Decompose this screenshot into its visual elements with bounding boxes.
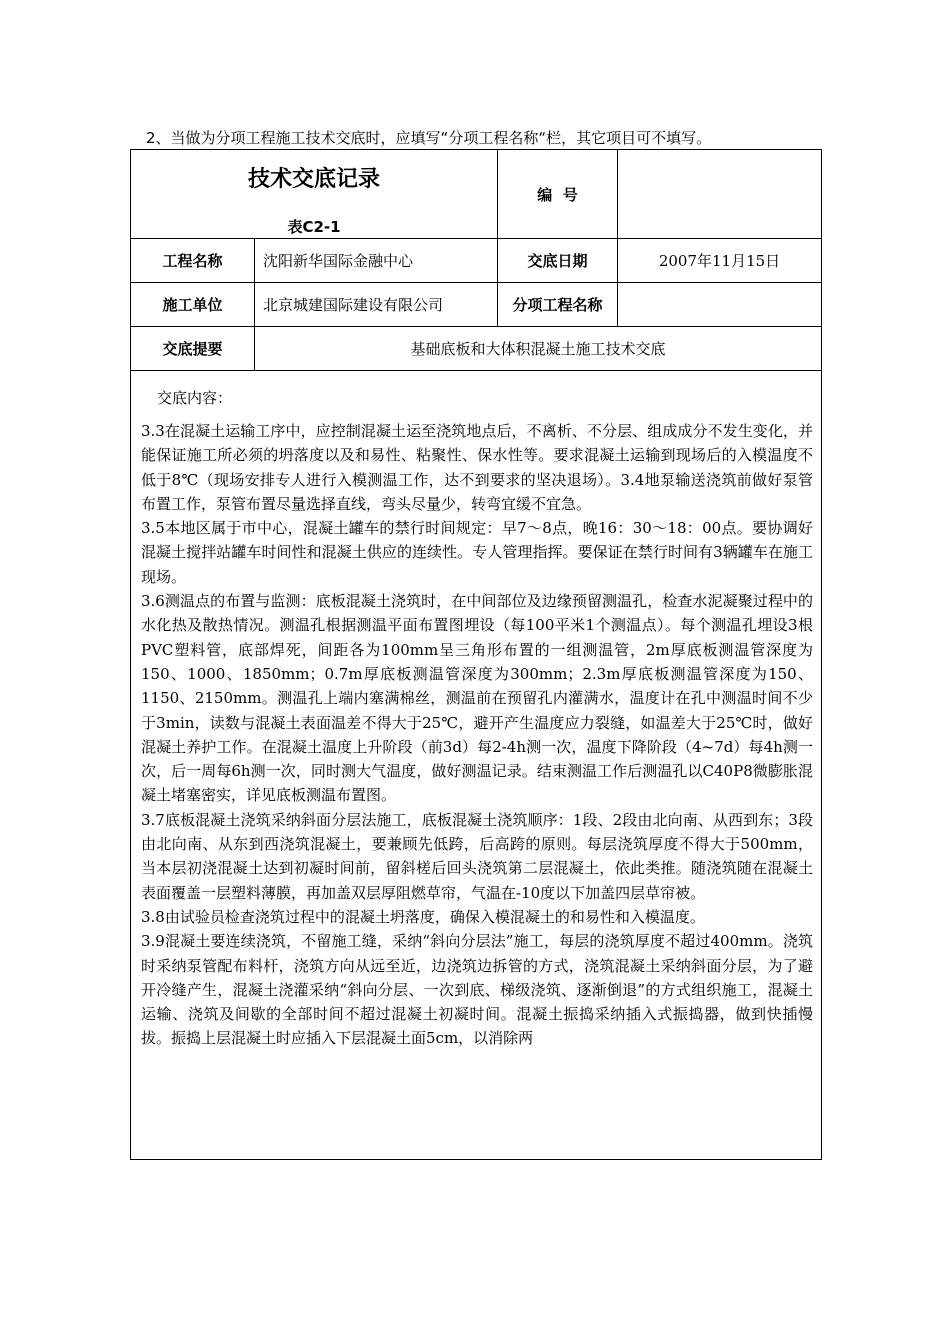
technical-disclosure-form	[130, 149, 822, 1160]
form-title: 技术交底记录	[247, 167, 380, 192]
date-label: 交底日期	[498, 239, 618, 283]
form-number: 表C2-1	[287, 218, 341, 236]
date-value: 2007年11月15日	[618, 239, 822, 283]
contractor-label: 施工单位	[131, 283, 255, 327]
summary-value: 基础底板和大体积混凝土施工技术交底	[255, 327, 822, 371]
project-name-label: 工程名称	[131, 239, 255, 283]
paragraph-3-3: 3.3在混凝土运输工序中，应控制混凝土运至浇筑地点后，不离析、不分层、组成成分不发生变化，并能保证施工所必须的坍落度以及和易性、粘聚性、保水性等。要求混凝土运输到现场后的入模温度不低于8℃（现场安排专人进行入模测温工作，达不到要求的坚决退场）。3.4地泵输送浇筑前做好泵管布置工作，泵管布置尽量选择直线，弯头尽量少，转弯宜缓不宜急。	[141, 422, 813, 513]
subproject-label: 分项工程名称	[498, 283, 618, 327]
contractor-value: 北京城建国际建设有限公司	[255, 283, 498, 327]
fill-instruction-note: 2、当做为分项工程施工技术交底时，应填写“分项工程名称“栏，其它项目可不填写。	[146, 129, 712, 147]
content-paragraphs	[141, 419, 813, 1051]
number-label: 编 号	[498, 150, 618, 239]
summary-label: 交底提要	[131, 327, 255, 371]
paragraph-3-8: 3.8由试验员检查浇筑过程中的混凝土坍落度，确保入模混凝土的和易性和入模温度。	[141, 907, 705, 926]
disclosure-content	[131, 371, 822, 1160]
paragraph-3-6: 3.6测温点的布置与监测：底板混凝土浇筑时，在中间部位及边缘预留测温孔，检查水泥凝聚过程中的水化热及散热情况。测温孔根据测温平面布置图埋设（每100平米1个测温点）。每个测温孔埋设3根PVC塑料管，底部焊死，间距各为100mm呈三角形布置的一组测温管，2m厚底板测温管深度为150、1000、1850mm；0.7m厚底板测温管深度为300mm；2.3m厚底板测温管深度为150、1150、2150mm。测温孔上端内塞满棉丝，测温前在预留孔内灌满水，温度计在孔中测温时间不少于3min，读数与混凝土表面温差不得大于25℃，避开产生温度应力裂缝，如温差大于25℃时，做好混凝土养护工作。在混凝土温度上升阶段（前3d）每2-4h测一次，温度下降阶段（4~7d）每4h测一次，后一周每6h测一次，同时测大气温度，做好测温记录。结束测温工作后测温孔以C40P8微膨胀混凝土堵塞密实，详见底板测温布置图。	[141, 592, 813, 805]
number-value	[618, 150, 822, 239]
content-title: 交底内容：	[157, 389, 233, 407]
form-header	[131, 150, 498, 239]
project-name-value: 沈阳新华国际金融中心	[255, 239, 498, 283]
paragraph-3-5: 3.5本地区属于市中心，混凝土罐车的禁行时间规定：早7～8点，晚16：30～18：00点。要协调好混凝土搅拌站罐车时间性和混凝土供应的连续性。专人管理指挥。要保证在禁行时间有3辆罐车在施工现场。	[141, 519, 813, 586]
subproject-value	[618, 283, 822, 327]
paragraph-3-7: 3.7底板混凝土浇筑采纳斜面分层法施工，底板混凝土浇筑顺序：1段、2段由北向南、从西到东；3段由北向南、从东到西浇筑混凝土，要兼顾先低跨，后高跨的原则。每层浇筑厚度不得大于500mm，当本层初浇混凝土达到初凝时间前，留斜槎后回头浇筑第二层混凝土，依此类推。随浇筑随在混凝土表面覆盖一层塑料薄膜，再加盖双层厚阻燃草帘，气温在-10度以下加盖四层草帘被。	[141, 810, 813, 902]
paragraph-3-9: 3.9混凝土要连续浇筑，不留施工缝，采纳“斜向分层法”施工，每层的浇筑厚度不超过400mm。浇筑时采纳泵管配布料杆，浇筑方向从远至近，边浇筑边拆管的方式，浇筑混凝土采纳斜面分层，为了避开冷缝产生，混凝土浇灌采纳“斜向分层、一次到底、梯级浇筑、逐渐倒退”的方式组织施工，混凝土运输、浇筑及间歇的全部时间不超过混凝土初凝时间。混凝土振捣采纳插入式振捣器，做到快插慢拔。振捣上层混凝土时应插入下层混凝土面5cm，以消除两	[141, 932, 813, 1048]
